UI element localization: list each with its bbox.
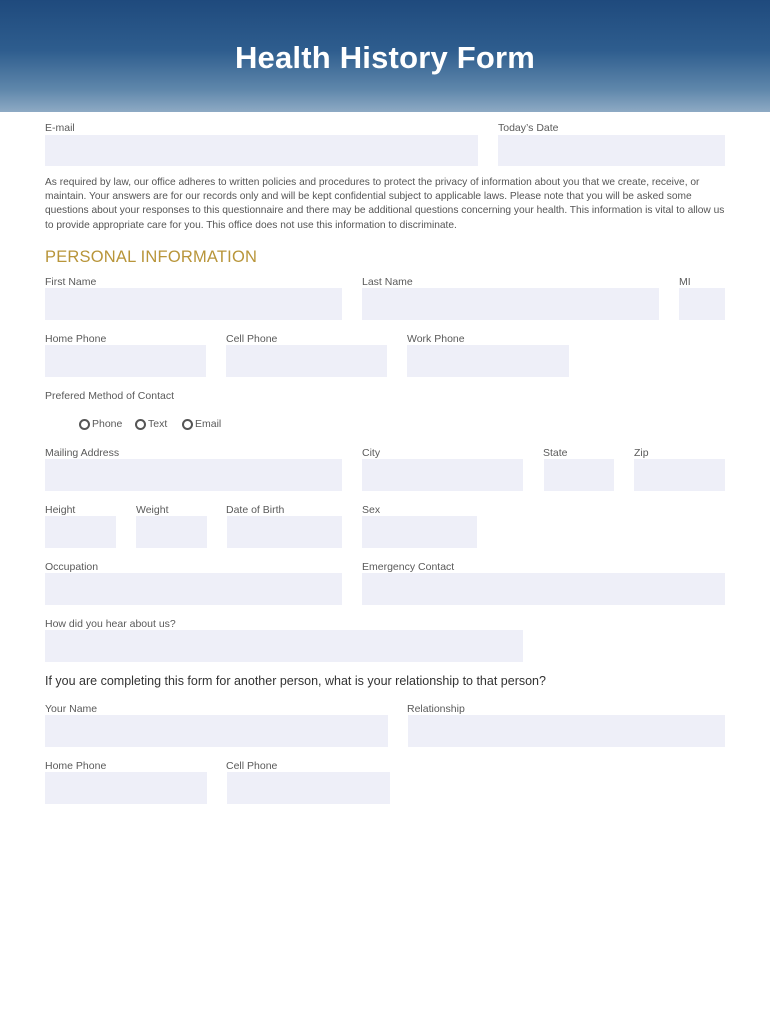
home-phone-field[interactable]: [45, 345, 206, 377]
proxy-cell-phone-field[interactable]: [227, 772, 390, 804]
height-field[interactable]: [45, 516, 116, 548]
date-of-birth-label: Date of Birth: [226, 504, 285, 516]
mailing-address-field[interactable]: [45, 459, 342, 491]
radio-phone-label: Phone: [92, 418, 123, 430]
mi-label: MI: [679, 276, 691, 288]
date-of-birth-field[interactable]: [227, 516, 342, 548]
first-name-field[interactable]: [45, 288, 342, 320]
emergency-contact-label: Emergency Contact: [362, 561, 455, 573]
state-label: State: [543, 447, 568, 459]
proxy-home-phone-field[interactable]: [45, 772, 207, 804]
work-phone-label: Work Phone: [407, 333, 465, 345]
radio-email[interactable]: [182, 418, 221, 430]
email-field[interactable]: [45, 135, 478, 166]
work-phone-field[interactable]: [407, 345, 569, 377]
city-field[interactable]: [362, 459, 523, 491]
sex-field[interactable]: [362, 516, 477, 548]
radio-email-label: Email: [195, 418, 222, 430]
proxy-cell-phone-label: Cell Phone: [226, 760, 278, 772]
your-name-field[interactable]: [45, 715, 388, 747]
radio-phone[interactable]: [79, 418, 122, 430]
radio-text-label: Text: [148, 418, 168, 430]
cell-phone-field[interactable]: [226, 345, 387, 377]
page-title: Health History Form: [234, 40, 536, 75]
section-title-personal-information: PERSONAL INFORMATION: [45, 248, 258, 266]
radio-text[interactable]: [135, 418, 167, 430]
zip-field[interactable]: [634, 459, 725, 491]
emergency-contact-field[interactable]: [362, 573, 725, 605]
sex-label: Sex: [362, 504, 381, 516]
header-banner: [0, 0, 770, 112]
state-field[interactable]: [544, 459, 614, 491]
last-name-field[interactable]: [362, 288, 659, 320]
weight-field[interactable]: [136, 516, 207, 548]
referral-label: How did you hear about us?: [45, 618, 176, 630]
proxy-home-phone-label: Home Phone: [45, 760, 107, 772]
email-label: E-mail: [45, 122, 75, 134]
relationship-label: Relationship: [407, 703, 465, 715]
todays-date-label: Today’s Date: [498, 122, 559, 134]
radio-circle-icon: [79, 419, 90, 430]
relationship-field[interactable]: [408, 715, 725, 747]
referral-field[interactable]: [45, 630, 523, 662]
privacy-notice: As required by law, our office adheres to written policies and procedures to protect the privacy of information about you that we create, receive, or maintain. Your answers are for our records only and will be kept confidential subject to applicable laws. Please note that you will be asked some questions about your responses to this questionnaire and there may be additional questions concerning your health. This information is vital to allow us to provide appropriate care for you. This office does not use this information to discriminate.: [45, 177, 725, 231]
home-phone-label: Home Phone: [45, 333, 107, 345]
cell-phone-label: Cell Phone: [226, 333, 278, 345]
weight-label: Weight: [136, 504, 169, 516]
mi-field[interactable]: [679, 288, 725, 320]
height-label: Height: [45, 504, 76, 516]
occupation-field[interactable]: [45, 573, 342, 605]
your-name-label: Your Name: [45, 703, 98, 715]
todays-date-field[interactable]: [498, 135, 725, 166]
city-label: City: [362, 447, 381, 459]
radio-circle-icon: [135, 419, 146, 430]
proxy-question: If you are completing this form for another person, what is your relationship to that person?: [45, 674, 546, 688]
radio-circle-icon: [182, 419, 193, 430]
first-name-label: First Name: [45, 276, 97, 288]
occupation-label: Occupation: [45, 561, 99, 573]
contact-method-label: Prefered Method of Contact: [45, 390, 174, 402]
mailing-address-label: Mailing Address: [45, 447, 120, 459]
zip-label: Zip: [634, 447, 649, 459]
last-name-label: Last Name: [362, 276, 413, 288]
